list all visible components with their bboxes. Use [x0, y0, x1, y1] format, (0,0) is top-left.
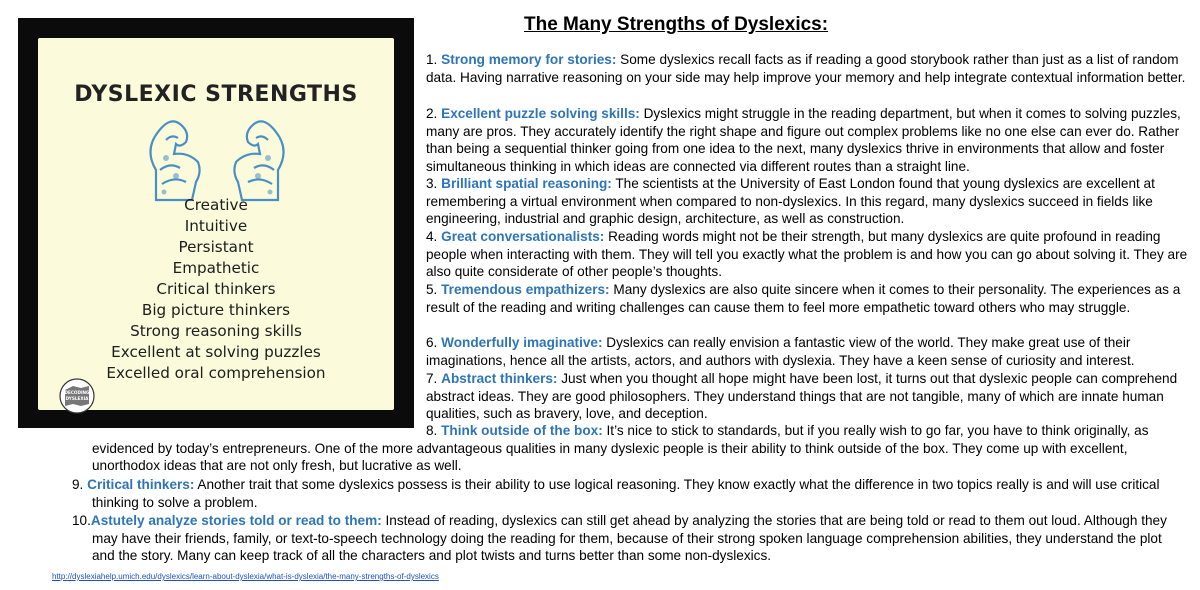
source-link[interactable]: http://dyslexiahelp.umich.edu/dyslexics/learn-about-dyslexia/what-is-dyslexia/the-many-strengths-of-dyslexics [52, 572, 439, 581]
item-text: The scientists at the University of East London found that young dyslexics are excellent at remembering a virtual environment when compared to non-dyslexics. In this regard, many dyslexics succeed in fields like engineering, industrial and graphic design, architecture, as well as construction. [426, 176, 1155, 227]
item-number: 5. [426, 282, 438, 297]
svg-text:DECODING: DECODING [64, 390, 90, 395]
item-number: 10. [72, 513, 91, 528]
poster-item: Creative [184, 196, 248, 214]
item-number: 1. [426, 52, 438, 67]
item-heading: Strong memory for stories: [441, 52, 617, 67]
strength-item [72, 512, 1188, 565]
page-title: The Many Strengths of Dyslexics: [524, 14, 829, 35]
item-number: 8. [426, 423, 438, 438]
poster-item: Excelled oral comprehension [106, 364, 326, 382]
item-number: 4. [426, 229, 438, 244]
flexed-arms-icon [136, 110, 298, 202]
item-number: 3. [426, 176, 438, 191]
item-number: 6. [426, 335, 438, 350]
strength-item [426, 51, 1188, 86]
poster-title: DYSLEXIC STRENGTHS [74, 82, 358, 107]
poster-item: Persistant [178, 238, 254, 256]
item-heading: Critical thinkers: [87, 477, 195, 492]
poster-item: Big picture thinkers [141, 301, 291, 319]
item-heading: Great conversationalists: [441, 229, 605, 244]
item-number: 2. [426, 106, 438, 121]
poster-item: Intuitive [184, 217, 248, 235]
item-heading: Abstract thinkers: [441, 371, 558, 386]
item-heading: Brilliant spatial reasoning: [441, 176, 612, 191]
dyslexic-strengths-poster [18, 18, 414, 428]
svg-text:DYSLEXIA: DYSLEXIA [65, 396, 89, 401]
item-number: 9. [72, 477, 84, 492]
poster-item: Excellent at solving puzzles [111, 343, 321, 361]
item-heading: Tremendous empathizers: [441, 282, 610, 297]
item-text: Instead of reading, dyslexics can still get ahead by analyzing the stories that are being told or read to them out loud. Although they may have their friends, family, or text-to-speech technology doing the reading for them, because of their strong spoken language comprehension abilities, they understand the plot and the story. Many can keep track of all the characters and plot twists and turns better than some non-dyslexics. [92, 513, 1167, 564]
item-text: Some dyslexics recall facts as if reading a good storybook rather than just as a list of random data. Having narrative reasoning on your side may help improve your memory and help integrate contextual information better. [426, 52, 1186, 85]
strength-item [426, 105, 1188, 175]
item-heading: Excellent puzzle solving skills: [441, 106, 640, 121]
item-text: It’s nice to stick to standards, but if you really wish to go far, you have to think originally, as evidenced by today’s entrepreneurs. One of the more advantageous qualities in many dyslexic people is their ability to think outside of the box. They come up with excellent, unorthodox ideas that are not only fresh, but lucrative as well. [92, 423, 1149, 474]
strength-item [426, 175, 1188, 228]
strength-item [426, 281, 1188, 316]
poster-item: Strong reasoning skills [130, 322, 302, 340]
decoding-dyslexia-logo-icon [59, 378, 95, 414]
item-heading: Think outside of the box: [441, 423, 603, 438]
item-text: Reading words might not be their strength, but many dyslexics are quite profound in reading people when interacting with them. They will tell you exactly what the problem is and how you can go about solving it. They are also quite considerate of other people’s thoughts. [426, 229, 1188, 280]
strength-item [426, 228, 1188, 281]
strength-item [92, 422, 1188, 475]
poster-strengths-list [38, 195, 394, 384]
strength-item [426, 370, 1188, 423]
item-text: Many dyslexics are also quite sincere when it comes to their personality. The experiences as a result of the reading and writing challenges can cause them to feel more empathetic toward others who may struggle. [426, 282, 1181, 315]
item-text: Another trait that some dyslexics possess is their ability to use logical reasoning. They know exactly what the difference in two topics really is and will use critical thinking to solve a problem. [92, 477, 1160, 510]
item-text: Just when you thought all hope might have been lost, it turns out that dyslexic people can comprehend abstract ideas. They are good philosophers. They understand things that are not tangible, many of which are innate human qualities, such as bravery, love, and deception. [426, 371, 1178, 422]
item-heading: Astutely analyze stories told or read to them: [90, 513, 382, 528]
strength-item [72, 476, 1188, 511]
item-number: 7. [426, 371, 438, 386]
poster-panel [38, 38, 394, 410]
item-heading: Wonderfully imaginative: [441, 335, 603, 350]
item-text: Dyslexics can really envision a fantastic view of the world. They make great use of their imaginations, hence all the artists, actors, and authors with dyslexia. They have a keen sense of curiosity and interest. [426, 335, 1135, 368]
poster-item: Critical thinkers [156, 280, 276, 298]
strength-item [426, 334, 1188, 369]
item-text: Dyslexics might struggle in the reading department, but when it comes to solving puzzles, many are pros. They accurately identify the right shape and figure out complex problems like no one else can ever do. Rather than being a sequential thinker going from one idea to the next, many dyslexics thrive in environments that allow and foster simultaneous thinking in which ideas are connected via different routes than a straight line. [426, 106, 1181, 174]
poster-item: Empathetic [172, 259, 260, 277]
